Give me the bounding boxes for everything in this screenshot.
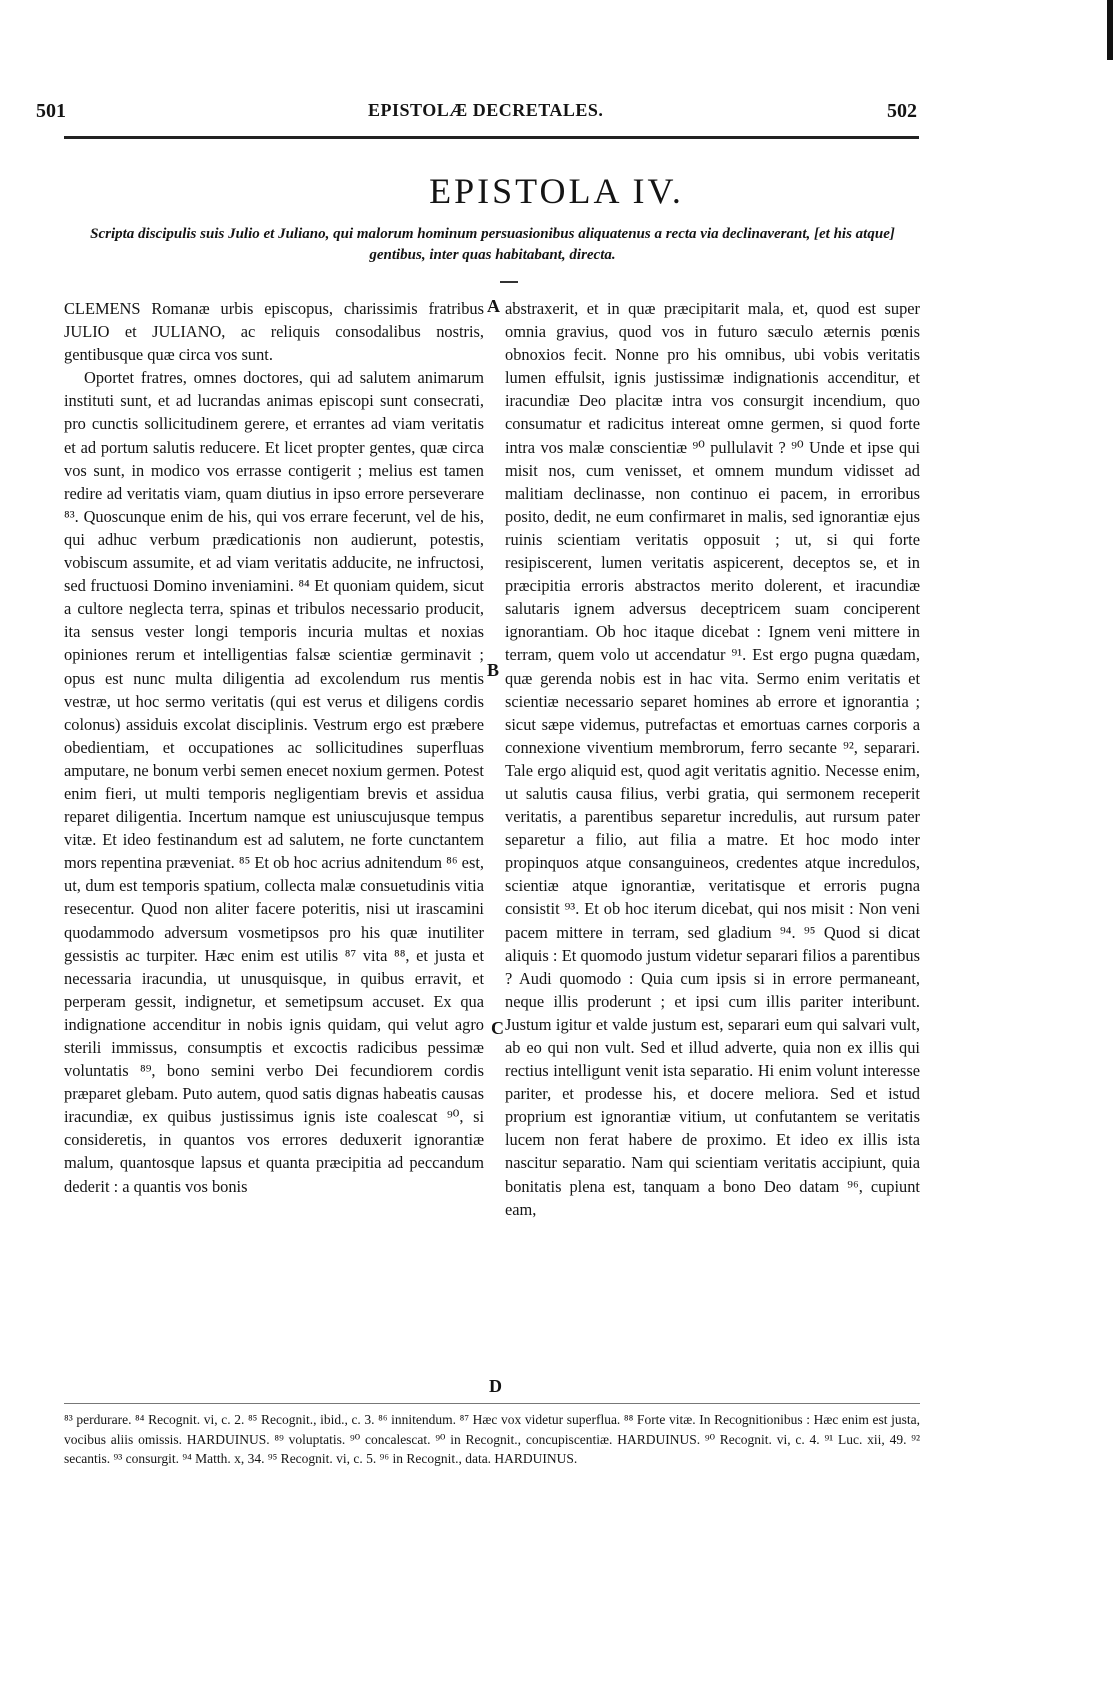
header-rule bbox=[64, 136, 919, 139]
body-paragraph: abstraxerit, et in quæ præcipitarit mala, et, quod est super omnia gravius, quod vos in futuro sæculo æternis pœnis obnoxios fecit. Nonne pro his omnibus, ubi vobis veritatis lumen effulsit, ignis justissimæ indignationis accenditur, et iracundiæ Deo placitæ intra vos consurgit incendium, quo consumatur et radicitus intereat omne germen, si quod forte intra vos malæ conscientiæ ⁹⁰ pullulavit ? ⁹⁰ Unde et ipse qui misit nos, cum venisset, et omnem mundum vidisset ad malitiam declinasse, non continuo ei pacem, in erroribus posito, dedit, ne eum confirmaret in malis, sed ignorantiæ ejus ruinis scientiam veritatis opposuit ; ut, si qui forte resipiscerent, lumen veritatis aspicerent, deceptos se, et in præcipitia erroris abstractos merito dolerent, et iracundiæ salutaris ignem adversus deceptricem suam conciperent ignorantiam. Ob hoc itaque dicebat : Ignem veni mittere in terram, quem volo ut accendatur ⁹¹. Est ergo pugna quædam, quæ gerenda nobis est in hac vita. Sermo enim veritatis et scientiæ necessario separet homines ab errore et ignorantia ; sicut sæpe videmus, putrefactas et emortuas carnes corporis a connexione viventium membrorum, ferro secante ⁹², separari. Tale ergo aliquid est, quod agit veritatis agnitio. Necesse enim, ut salutis causa filius, verbi gratia, qui sermonem receperit veritatis, a parentibus separetur incredulis, aut rursum pater separetur a filio, aut filia a matre. Et hoc modo inter propinquos atque consanguineos, credentes atque incredulos, scientiæ atque ignorantiæ, veritatisque et erroris pugna consistit ⁹³. Et ob hoc iterum dicebat, qui nos misit : Non veni pacem mittere in terram, sed gladium ⁹⁴. ⁹⁵ Quod si dicat aliquis : Et quomodo justum videtur separari filios a parentibus ? Audi quomodo : Quia cum ipsis si in errore permaneant, neque illis proderunt ; et ipsi cum illis pariter interibunt. Justum igitur et valde justum est, separari eum qui salvari vult, ab eo qui non vult. Sed et illud adverte, quia non ex illis qui rectius intelligunt venit ista separatio. Hi enim volunt interesse pariter, et prodesse his, et docere meliora. Sed et istud proprium est ignorantiæ vitium, ut confutantem se veritatis lucem non ferat habere de proximo. Et ideo ex illis ista nascitur separatio. Nam qui scientiam veritatis accipiunt, quia bonitatis plena est, tanquam a bono Deo datam ⁹⁶, cupiunt eam, bbox=[505, 299, 920, 1219]
text-column-left bbox=[64, 297, 484, 1198]
epistle-title: EPISTOLA IV. bbox=[429, 171, 684, 211]
scan-edge-mark bbox=[1107, 0, 1113, 60]
separator-dash bbox=[500, 281, 518, 283]
margin-marker-b: B bbox=[487, 660, 500, 680]
page-number-left: 501 bbox=[36, 100, 66, 122]
margin-marker-a: A bbox=[487, 296, 500, 316]
margin-marker-c: C bbox=[491, 1018, 504, 1038]
footnotes-rule bbox=[64, 1403, 920, 1404]
salutation-paragraph: CLEMENS Romanæ urbis episcopus, charissimis fratribus JULIO et JULIANO, ac reliquis consodalibus nostris, gentibusque quæ circa vos sunt. bbox=[64, 299, 484, 365]
running-header bbox=[0, 100, 1113, 128]
text-column-right bbox=[505, 297, 920, 1221]
body-paragraph: Oportet fratres, omnes doctores, qui ad salutem animarum instituti sunt, et ad lucrandas animas episcopi sunt consecrati, pro cunctis sollicitudinem gerere, et errantes ad viam veritatis et ad portum salutis reducere. Et licet propter gentes, quæ circa vos sunt, in modico vos errasse contigerit ; melius est tamen redire ad veritatis viam, quam diutius in ipso errore perseverare ⁸³. Quoscunque enim de his, qui vos errare fecerunt, vel de his, qui adhuc verbum prædicationis non audierunt, potestis, vobiscum assumite, et ad viam veritatis adducite, ne infructosi, sed fructuosi Domino inveniamini. ⁸⁴ Et quoniam quidem, sicut a cultore neglecta terra, spinas et tribulos necessario producit, ita sensus vester longi temporis incuria multas et noxias opiniones rerum et intelligentias falsæ scientiæ germinavit ; opus est nunc multa diligentia ad excolendum rus mentis vestræ, ut hoc sermo veritatis (qui est verus et diligens cordis colonus) assiduis excolat disciplinis. Vestrum ergo est præbere obedientiam, et occupationes ac sollicitudines superfluas amputare, ne bonum verbi semen enecet noxium germen. Potest enim fieri, ut multi temporis negligentiam brevis et assidua reparet diligentia. Incertum namque est uniuscujusque tempus vitæ. Et ideo festinandum est ad salutem, ne forte cunctantem mors repentina præveniat. ⁸⁵ Et ob hoc acrius adnitendum ⁸⁶ est, ut, dum est temporis spatium, collecta malæ consuetudinis vitia resecentur. Quod non aliter facere poteritis, nisi ut irascamini quodammodo adversum vosmetipsos pro his quæ inutiliter gessistis ac turpiter. Hæc enim est utilis ⁸⁷ vita ⁸⁸, et justa et necessaria iracundia, ut unusquisque, in quibus erravit, et perperam gessit, indignetur, et semetipsum accuset. Ex qua indignatione accenditur in nobis ignis quidam, qui velut agro sterili immissus, consumptis et excoctis radicibus pessimæ voluntatis ⁸⁹, bono semini verbo Dei fecundiorem cordis præparet glebam. Puto autem, quod satis dignas habeatis causas iracundiæ, ex quibus justissimus ignis iste coalescat ⁹⁰, si consideretis, in quantos vos errores deduxerit ignorantiæ malum, quantosque lapsus et quanta præcipitia ad peccandum dederit : a quantis vos bonis bbox=[64, 368, 484, 1196]
margin-marker-d: D bbox=[489, 1376, 502, 1396]
epistle-summary: Scripta discipulis suis Julio et Juliano, qui malorum hominum persuasionibus aliquatenus a recta via declinaverant, [et his atque] gentibus, inter quas habitabant, directa. bbox=[90, 226, 895, 263]
footnotes: ⁸³ perdurare. ⁸⁴ Recognit. vi, c. 2. ⁸⁵ Recognit., ibid., c. 3. ⁸⁶ innitendum. ⁸⁷ Hæc vox videtur superflua. ⁸⁸ Forte vitæ. In Recognitionibus : Hæc enim est justa, vocibus aliis omissis. HARDUINUS. ⁸⁹ voluptatis. ⁹⁰ concalescat. ⁹⁰ in Recognit., concupiscentiæ. HARDUINUS. ⁹⁰ Recognit. vi, c. 4. ⁹¹ Luc. xii, 49. ⁹² secantis. ⁹³ consurgit. ⁹⁴ Matth. x, 34. ⁹⁵ Recognit. vi, c. 5. ⁹⁶ in Recognit., data. HARDUINUS. bbox=[64, 1412, 920, 1466]
running-title: EPISTOLÆ DECRETALES. bbox=[368, 100, 604, 120]
page-number-right: 502 bbox=[887, 100, 917, 122]
